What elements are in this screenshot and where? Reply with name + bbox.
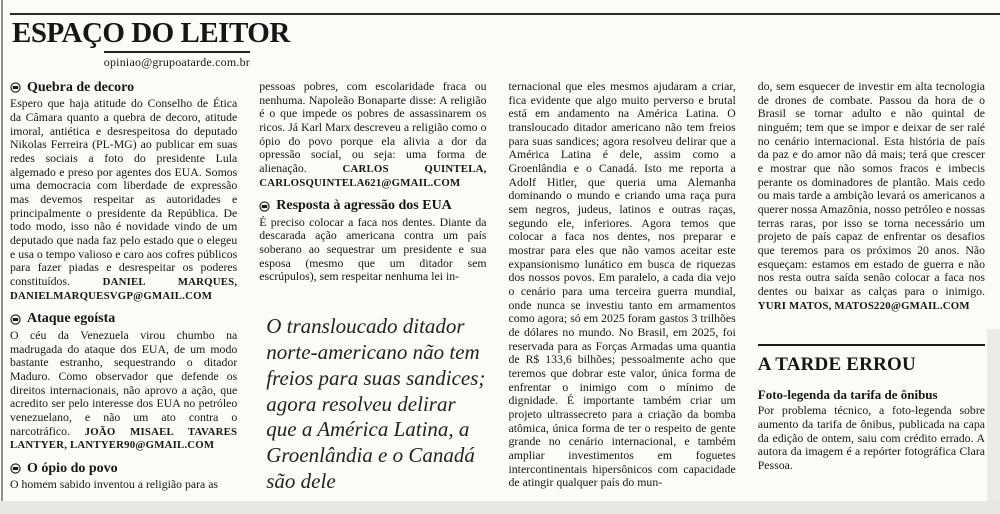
page-right-edge xyxy=(987,329,1000,501)
letter-body-start: O homem sabido inventou a religião para as xyxy=(10,477,219,492)
page-bottom-edge xyxy=(0,501,1000,514)
letter-body-start: É preciso colocar a faca nos dentes. Diante da descarada ação americana contra um país soberano ao sequestrar um presidente e sua esposa (mesmo que um ditador sem escrúpulos), sem respeitar nenhuma lei in- xyxy=(259,214,487,284)
letter-title-resposta-a-agressao-dos-eua xyxy=(259,198,486,213)
letter-title-text: Resposta à agressão dos EUA xyxy=(276,198,452,214)
correction-section-title: A TARDE ERROU xyxy=(757,354,916,376)
envelope-in-circle-icon xyxy=(10,82,21,93)
section-email: opiniao@grupoatarde.com.br xyxy=(104,51,250,70)
top-rule xyxy=(10,13,1000,15)
letter-title-ataque-egoista xyxy=(10,311,237,326)
letters-columns xyxy=(10,80,985,499)
correction-section xyxy=(758,344,985,472)
column-1 xyxy=(10,80,237,499)
letter-author: JOÃO MISAEL TAVARES LANTYER, LANTYER90@GMAIL.COM xyxy=(10,425,238,452)
correction-item-title: Foto-legenda da tarifa de ônibus xyxy=(757,387,938,403)
letter-title-text: Ataque egoísta xyxy=(27,311,116,327)
section-masthead xyxy=(12,17,290,70)
letter-body xyxy=(10,97,237,302)
letter-body-text: do, sem esquecer de investir em alta tecnologia de drones de combate. Passou da hora de o Brasil se tornar adulto e não quintal de ninguém; tem que se impor e deixar de ser ralé no cenário internacional. Esta história de país da paz e do amor não dá mais; terá que crescer e mostrar que não somos fracos e imbecis perante os dominadores de plantão. Mais cedo ou mais tarde a ambição levará os americanos a querer nossa Amazônia, nosso petróleo e nossas terras raras, por isso se torna necessário um projeto de país capaz de enfrentar os desafios que teremos para os próximos 20 anos. Não esqueçam: estamos em estado de guerra e não nos resta outra saída senão colocar a faca nos dentes ou baixar as calças para o inimigo. xyxy=(757,80,985,299)
letter-author: DANIEL MARQUES, DANIELMARQUESVGP@GMAIL.COM xyxy=(10,276,238,302)
letter-author: CARLOS QUINTELA, CARLOSQUINTELA621@GMAIL.COM xyxy=(259,163,487,189)
letter-author: YURI MATOS, MATOS220@GMAIL.COM xyxy=(757,299,970,312)
letter-title-text: O ópio do povo xyxy=(27,460,118,476)
envelope-in-circle-icon xyxy=(10,463,21,474)
letter-title-quebra-de-decoro xyxy=(10,80,237,95)
letter-body-text: Espero que haja atitude do Conselho de Ética da Câmara quanto a quebra de decoro, atitude imoral, antiética e desrespeitosa do deputado Nikolas Ferreira (PL-MG) ao publicar em suas redes sociais a foto do presidente Lula algemado e preso por agentes dos EUA. Somos uma democracia com liberdade de expressão mas devemos respeitar as autoridades e principalmente o presidente da República. De todo modo, isso não é novidade vindo de um deputado que nada faz pelo estado que o elegeu e usa o tempo valioso e caro aos cofres públicos para fazer piadas e desrespeitar os poderes constituídos. xyxy=(10,96,238,289)
letter-title-text: Quebra de decoro xyxy=(27,80,135,95)
envelope-in-circle-icon xyxy=(259,201,270,212)
letter-body-text: O céu da Venezuela virou chumbo na madrugada do ataque dos EUA, de um modo bastante estranho, sequestrando o ditador Maduro. Como observador que defende os direitos internacionais, não aprovo a ação, que acredito ser pelo interesse dos EUA no petróleo venezuelano, e não um ato contra o narcotráfico. xyxy=(10,327,238,438)
section-title: ESPAÇO DO LEITOR xyxy=(12,17,290,49)
letter-body-continuation xyxy=(259,80,486,189)
letter-title-o-opio-do-povo xyxy=(10,461,237,476)
letter-body-text: pessoas pobres, com escolaridade fraca ou nenhuma. Napoleão Bonaparte disse: A religião é o que impede os pobres de assassinarem os ricos. Já Karl Marx descreveu a religião como o ópio do povo porque ela alivia a dor da opressão social, ou seja: uma forma de alienação. xyxy=(259,80,487,176)
column-2 xyxy=(259,80,486,499)
correction-body: Por problema técnico, a foto-legenda sobre aumento da tarifa de ônibus, publicada na capa da edição de ontem, saiu com crédito errado. A autora da imagem é a repórter fotográfica Clara Pessoa. xyxy=(757,403,985,473)
pull-quote: O transloucado ditador norte-americano não tem freios para suas sandices; agora resolveu delirar que a América Latina, a Groenlândia e o Canadá são dele xyxy=(266,314,486,494)
envelope-in-circle-icon xyxy=(10,314,21,325)
column-4 xyxy=(758,80,985,499)
letter-body-continuation xyxy=(758,80,985,312)
letter-body-continuation: ternacional que eles mesmos ajudaram a criar, fica evidente que algo muito perverso e brutal está em andamento na América Latina. O transloucado ditador americano não tem freios para suas sandices; agora resolveu delirar que a América Latina é dele, assim como a Groenlândia e o Canadá. Isto me reporta a Adolf Hitler, que queria uma Alemanha dominando o mundo e criando uma raça pura sem negros, judeus, latinos e outras raças, segundo ele, inferiores. Agora temos que colocar a faca nos dentes, nos preparar e mostrar para eles que não vamos aceitar este expansionismo lunático em busca de riquezas dos nossos povos. Em paralelo, a cada dia vejo o cenário para uma terceira guerra mundial, onde nunca se investiu tanto em armamentos como agora; só em 2025 foram gastos 3 trilhões de dólares no mundo. No Brasil, em 2025, foi reservada para as Forças Armadas uma quantia de R$ 133,6 bilhões; pessoalmente acho que teremos que dobrar este valor, única forma de enfrentar o inimigo com o mínimo de dignidade. É importante também criar um projeto ultrassecreto para a criação da bomba atômica, única forma de ter o respeito de gente grande no cenário internacional, e também ampliar investimentos em foguetes intercontinentais hipersônicos com capacidade de atingir qualquer país do mun- xyxy=(508,80,736,490)
letter-body xyxy=(10,329,237,452)
column-3 xyxy=(509,80,736,499)
left-edge-rule xyxy=(1,0,3,502)
